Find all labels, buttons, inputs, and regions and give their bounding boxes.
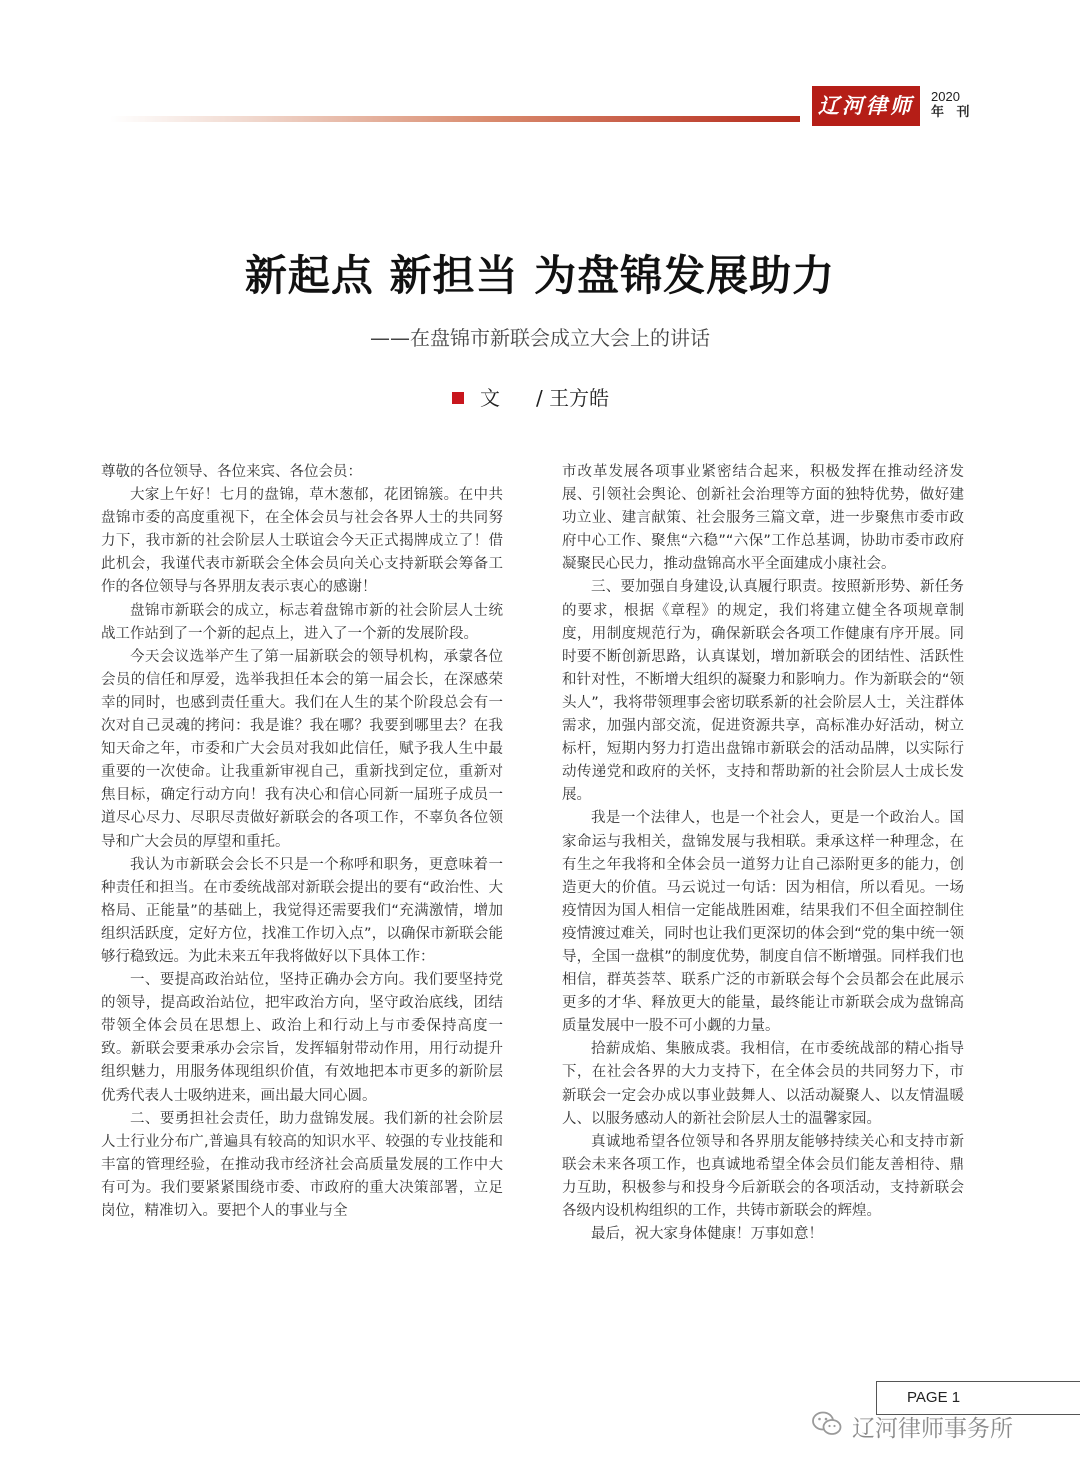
byline: [452, 382, 609, 410]
paragraph: 大家上午好！七月的盘锦，草木葱郁，花团锦簇。在中共盘锦市委的高度重视下，在全体会员与社会各界人士的共同努力下，我市新的社会阶层人士联谊会今天正式揭牌成立了！借此机会，我谨代表市新联会全体会员向关心支持新联会筹备工作的各位领导与各界朋友表示衷心的感谢！: [101, 487, 503, 596]
issue-year: 2020: [931, 89, 960, 104]
left-column: [101, 461, 503, 1223]
paragraph: 市改革发展各项事业紧密结合起来，积极发挥在推动经济发展、引领社会舆论、创新社会治理等方面的独特优势，做好建功立业、建言献策、社会服务三篇文章，进一步聚焦市委市政府中心工作、聚焦“六稳”“六保”工作总基调，协助市委市政府凝聚民心民力，推动盘锦高水平全面建成小康社会。: [562, 464, 964, 573]
byline-author: / 王方皓: [536, 386, 610, 410]
header-gradient-bar: [110, 116, 800, 122]
red-square-icon: [452, 392, 464, 404]
paragraph: 一、要提高政治站位，坚持正确办会方向。我们要坚持党的领导，提高政治站位，把牢政治方向，坚守政治底线，团结带领全体会员在思想上、政治上和行动上与市委保持高度一致。新联会要秉承办会宗旨，发挥辐射带动作用，用行动提升组织魅力，用服务体现组织价值，有效地把本市更多的新阶层优秀代表人士吸纳进来，画出最大同心圆。: [101, 972, 503, 1104]
issue-label: [931, 89, 974, 121]
paragraph: 我是一个法律人，也是一个社会人，更是一个政治人。国家命运与我相关，盘锦发展与我相联。秉承这样一种理念，在有生之年我将和全体会员一道努力让自己添附更多的能力，创造更大的价值。马云说过一句话：因为相信，所以看见。一场疫情因为国人相信一定能战胜困难，结果我们不但全面控制住疫情渡过难关，同时也让我们更深切的体会到“党的集中统一领导，全国一盘棋”的制度优势，制度自信不断增强。同样我们也相信，群英荟萃、联系广泛的市新联会每个会员都会在此展示更多的才华、释放更大的能量，最终能让市新联会成为盘锦高质量发展中一股不可小觑的力量。: [562, 810, 964, 1035]
brand-logo: 辽河律师: [812, 86, 920, 126]
paragraph: 我认为市新联会会长不只是一个称呼和职务，更意味着一种责任和担当。在市委统战部对新联会提出的要有“政治性、大格局、正能量”的基础上，我觉得还需要我们“充满激情，增加组织活跃度，定好方位，找准工作切入点”，以确保市新联会能够行稳致远。为此未来五年我将做好以下具体工作：: [101, 856, 503, 965]
paragraph: 二、要勇担社会责任，助力盘锦发展。我们新的社会阶层人士行业分布广,普遍具有较高的知识水平、较强的专业技能和丰富的管理经验，在推动我市经济社会高质量发展的工作中大有可为。我们要紧紧围绕市委、市政府的重大决策部署，立足岗位，精准切入。要把个人的事业与全: [101, 1110, 503, 1219]
article-subtitle: ——在盘锦市新联会成立大会上的讲话: [370, 326, 710, 350]
wechat-icon: [812, 1411, 842, 1447]
paragraph: 今天会议选举产生了第一届新联会的领导机构，承蒙各位会员的信任和厚爱，选举我担任本会的第一届会长，在深感荣幸的同时，也感到责任重大。我们在人生的某个阶段总会有一次对自己灵魂的拷问：我是谁？我在哪？我要到哪里去？在我知天命之年，市委和广大会员对我如此信任，赋予我人生中最重要的一次使命。让我重新审视自己，重新找到定位，重新对焦目标，确定行动方向！我有决心和信心同新一届班子成员一道尽心尽力、尽职尽责做好新联会的各项工作，不辜负各位领导和广大会员的厚望和重托。: [101, 648, 503, 850]
right-column: [562, 461, 964, 1246]
article-title: 新起点 新担当 为盘锦发展助力: [244, 251, 836, 300]
watermark: [812, 1412, 1013, 1446]
page-number: PAGE 1: [876, 1381, 1080, 1415]
paragraph: 盘锦市新联会的成立，标志着盘锦市新的社会阶层人士统战工作站到了一个新的起点上，进入了一个新的发展阶段。: [101, 602, 503, 642]
issue-type: 年 刊: [931, 105, 974, 120]
paragraph: 真诚地希望各位领导和各界朋友能够持续关心和支持市新联会未来各项工作，也真诚地希望全体会员们能友善相待、鼎力互助，积极参与和投身今后新联会的各项活动，支持新联会各级内设机构组织的工作，共铸市新联会的辉煌。: [562, 1133, 964, 1219]
paragraph: 拾薪成焰、集腋成裘。我相信，在市委统战部的精心指导下，在社会各界的大力支持下，在全体会员的共同努力下，市新联会一定会办成以事业鼓舞人、以活动凝聚人、以友情温暖人、以服务感动人的新社会阶层人士的温馨家园。: [562, 1041, 964, 1127]
watermark-text: 辽河律师事务所: [852, 1416, 1013, 1442]
byline-prefix: 文: [480, 386, 500, 410]
paragraph: 尊敬的各位领导、各位来宾、各位会员：: [101, 464, 362, 480]
paragraph: 三、要加强自身建设,认真履行职责。按照新形势、新任务的要求，根据《章程》的规定，我们将建立健全各项规章制度，用制度规范行为，确保新联会各项工作健康有序开展。同时要不断创新思路，认真谋划，增加新联会的团结性、活跃性和针对性，不断增大组织的凝聚力和影响力。作为新联会的“领头人”，我将带领理事会密切联系新的社会阶层人士，关注群体需求，加强内部交流，促进资源共享，高标准办好活动，树立标杆，短期内努力打造出盘锦市新联会的活动品牌，以实际行动传递党和政府的关怀，支持和帮助新的社会阶层人士成长发展。: [562, 579, 964, 804]
paragraph: 最后，祝大家身体健康！万事如意！: [591, 1226, 823, 1243]
